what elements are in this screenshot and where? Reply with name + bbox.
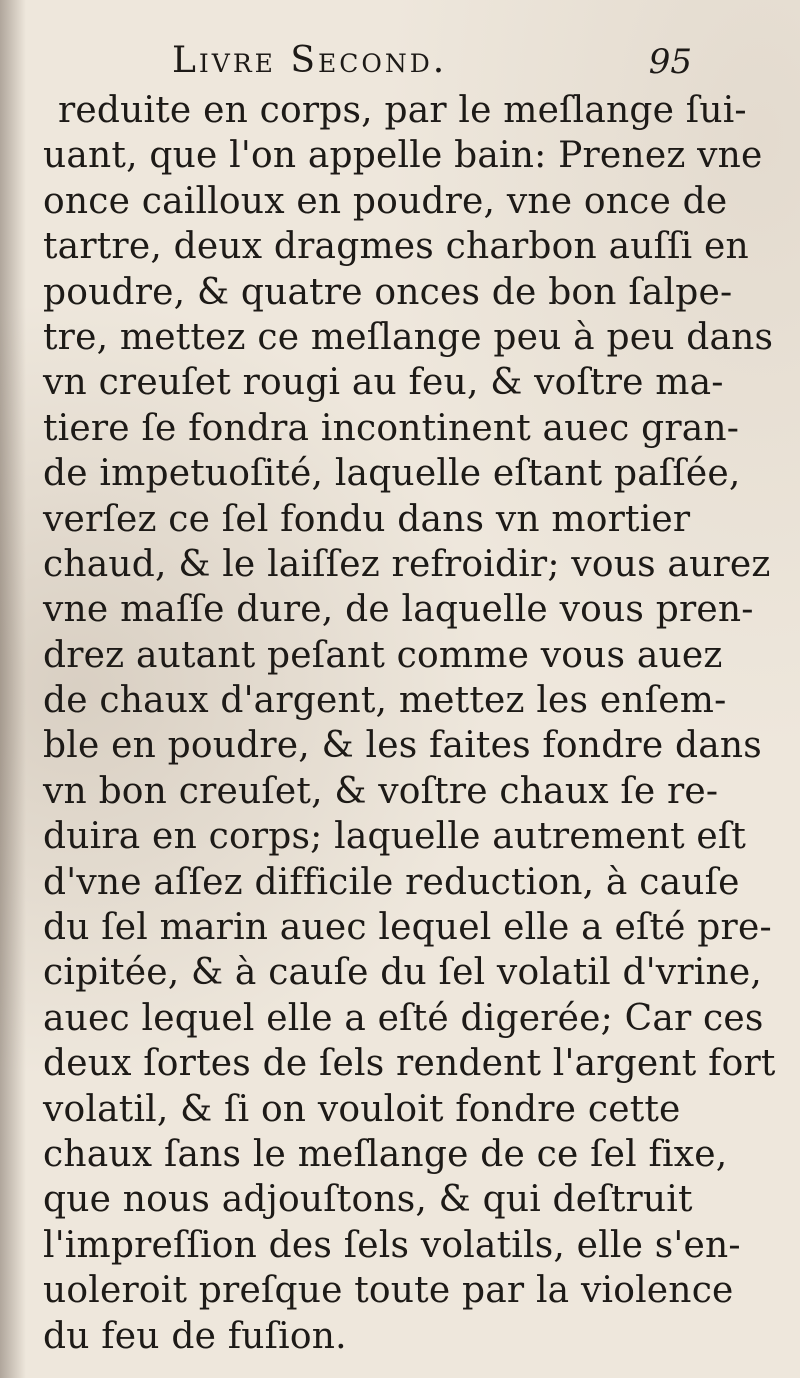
text-line: du ſel marin auec lequel elle a eſté pre- xyxy=(43,907,772,949)
text-line: deux ſortes de ſels rendent l'argent fort xyxy=(43,1043,776,1085)
gutter-shadow xyxy=(0,0,26,1378)
text-line: verſez ce ſel fondu dans vn mortier xyxy=(43,498,691,540)
text-line: drez autant peſant comme vous auez xyxy=(43,634,723,676)
text-line: reduite en corps, par le meſlange ſui- xyxy=(58,90,747,131)
text-line: uant, que l'on appelle bain: Prenez vne xyxy=(43,135,763,177)
text-line: tiere ſe fondra incontinent auec gran- xyxy=(43,407,740,449)
text-line: volatil, & ſi on vouloit fondre cette xyxy=(43,1088,681,1130)
text-line: d'vne aſſez difficile reduction, à cauſe xyxy=(43,861,740,903)
text-line: once cailloux en poudre, vne once de xyxy=(43,180,728,222)
text-line: que nous adjouſtons, & qui deſtruit xyxy=(43,1179,693,1221)
running-head: Livre Second. xyxy=(172,40,448,81)
text-line: vn creuſet rougi au feu, & voſtre ma- xyxy=(43,362,724,404)
text-line: duira en corps; laquelle autrement eſt xyxy=(43,816,747,858)
page-number: 95 xyxy=(648,42,692,82)
text-line: de chaux d'argent, mettez les enſem- xyxy=(43,680,727,722)
text-line: chaud, & le laiſſez refroidir; vous aurez xyxy=(43,543,771,585)
page-header xyxy=(172,40,692,92)
text-line: ble en poudre, & les faites fondre dans xyxy=(43,725,762,767)
text-line: poudre, & quatre onces de bon ſalpe- xyxy=(43,271,733,313)
text-line: l'impreſſion des ſels volatils, elle s'en- xyxy=(43,1224,741,1266)
text-line: tartre, deux dragmes charbon auſſi en xyxy=(43,226,749,268)
text-line: tre, mettez ce meſlange peu à peu dans xyxy=(43,316,774,358)
text-line: vne maſſe dure, de laquelle vous pren- xyxy=(43,589,754,631)
text-line: cipitée, & à cauſe du ſel volatil d'vrine, xyxy=(43,952,762,994)
text-line: chaux ſans le meſlange de ce ſel fixe, xyxy=(43,1133,728,1175)
text-line: auec lequel elle a eſté digerée; Car ces xyxy=(43,997,764,1039)
text-line: du feu de fuſion. xyxy=(43,1315,347,1357)
body-text xyxy=(38,88,776,1359)
text-line: de impetuoſité, laquelle eſtant paſſée, xyxy=(43,453,741,495)
text-line: vn bon creuſet, & voſtre chaux ſe re- xyxy=(43,770,719,812)
text-line: uoleroit preſque toute par la violence xyxy=(43,1270,734,1312)
